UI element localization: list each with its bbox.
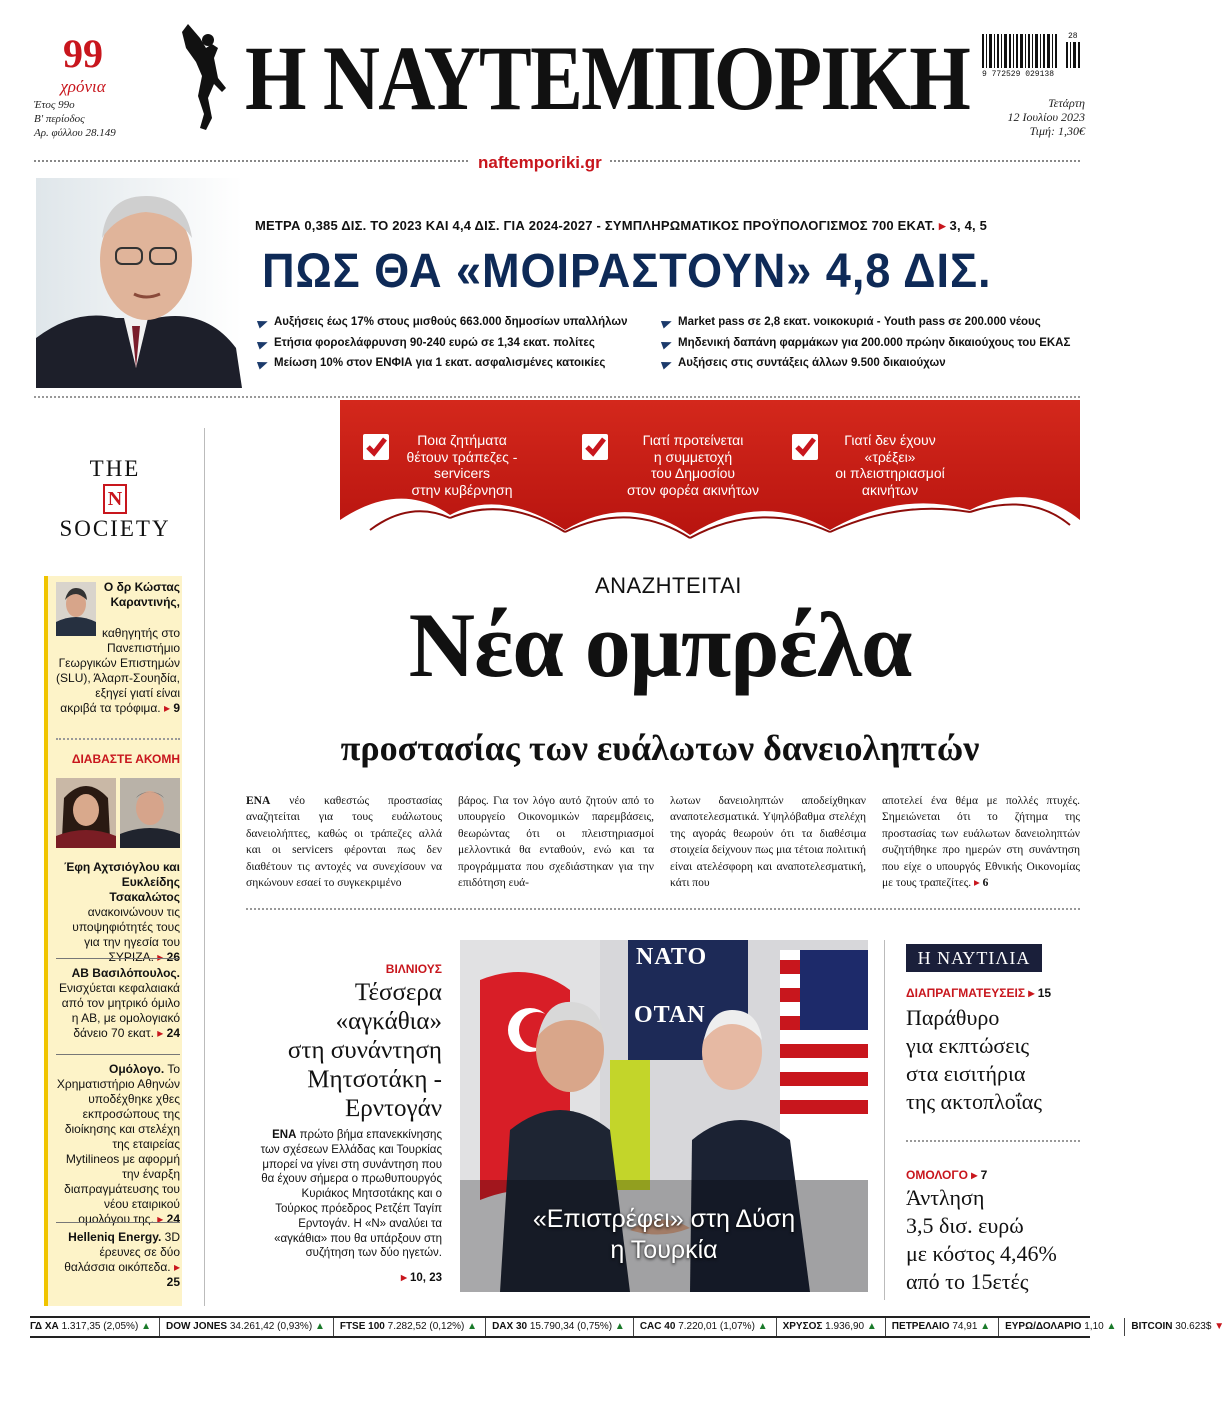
page-arrow-icon: ▸ bbox=[163, 701, 170, 715]
ticker-name: CAC 40 bbox=[639, 1321, 679, 1332]
item-text: Το Χρηματιστήριο Αθηνών υποδέχθηκε χθες εκπροσώπους της διοίκησης και στελέχη της εταιρείας Mytilineos με αφορμή την έναρξη διαπραγμάτευσης του νέου εταιρικού ομολόγου της. bbox=[56, 1062, 180, 1226]
box-line: η συμμετοχή bbox=[653, 448, 733, 465]
vilnius-kicker: ΒΙΛΝΙΟΥΣ bbox=[385, 962, 442, 976]
ticker-name: FTSE 100 bbox=[339, 1321, 388, 1332]
ticker-item[interactable] bbox=[885, 1318, 990, 1336]
headline-line: Ερντογάν bbox=[344, 1095, 442, 1122]
article-column-2 bbox=[458, 793, 654, 891]
society-title-bottom: SOCIETY bbox=[59, 516, 171, 541]
list-item: Αυξήσεις έως 17% στους μισθούς 663.000 δημοσίων υπαλλήλων bbox=[256, 312, 656, 333]
ticker-name: DOW JONES bbox=[165, 1321, 230, 1332]
years-label: χρόνια bbox=[60, 77, 106, 96]
headline-line: στα εισιτήρια bbox=[906, 1061, 1026, 1086]
sidebar-divider bbox=[56, 738, 180, 742]
bond-headline[interactable] bbox=[906, 1184, 1082, 1296]
photo-caption bbox=[460, 1204, 868, 1266]
arrow-up-icon: ▲ bbox=[980, 1321, 991, 1332]
page-ref[interactable]: 24 bbox=[166, 1212, 180, 1226]
page-arrow-icon: ▸ bbox=[157, 1212, 164, 1226]
headline-line: Τέσσερα bbox=[354, 979, 442, 1006]
ticker-name: BITCOIN bbox=[1131, 1321, 1176, 1332]
ticker-value: 7.220,01 (1,07%) bbox=[678, 1321, 758, 1332]
article-column-4 bbox=[882, 793, 1080, 891]
headline-line: της ακτοπλοΐας bbox=[906, 1089, 1042, 1114]
box-line: ακινήτων bbox=[861, 481, 919, 498]
ticker-item[interactable] bbox=[30, 1318, 151, 1336]
arrow-up-icon: ▲ bbox=[757, 1321, 768, 1332]
ticker-item[interactable] bbox=[159, 1318, 325, 1336]
column-text: λωτων δανειοληπτών αποδείχθηκαν αναποτελεσματικά. Υψηλόβαθμα στελέχη της αγοράς θεωρούν ότι τα διαθέσιμα στοιχεία δείχνουν πως μια τέτοια πολιτική είναι ατελέσφορη και αναποτελεσματική, κάτι που bbox=[670, 795, 866, 890]
page-arrow-icon: ▸ bbox=[938, 218, 950, 233]
page-ref[interactable]: 10, 23 bbox=[410, 1272, 442, 1284]
page-ref[interactable]: 6 bbox=[982, 877, 989, 890]
page-arrow-icon: ▸ bbox=[401, 1272, 407, 1284]
checkbox-icon bbox=[792, 434, 818, 460]
sidebar-accent bbox=[44, 576, 48, 1306]
profile-text: καθηγητής στο Πανεπιστήμιο Γεωργικών Επιστημών (SLU), Άλαρπ-Σουηδία, εξηγεί γιατί είναι ακριβά τα τρόφιμα. bbox=[56, 626, 180, 715]
vilnius-body bbox=[258, 1128, 442, 1261]
article-column-3 bbox=[670, 793, 866, 891]
kicker-text: ΔΙΑΠΡΑΓΜΑΤΕΥΣΕΙΣ bbox=[906, 986, 1026, 1000]
lead-kicker-text: ΜΕΤΡΑ 0,385 ΔΙΣ. ΤΟ 2023 ΚΑΙ 4,4 ΔΙΣ. ΓΙΑ 2024-2027 - ΣΥΜΠΛΗΡΩΜΑΤΙΚΟΣ ΠΡΟΫΠΟΛΟΓΙΣΜΟΣ 700 ΕΚΑΤ. bbox=[255, 218, 936, 233]
ticker-item[interactable] bbox=[633, 1318, 768, 1336]
society-letter: N bbox=[103, 484, 127, 514]
sidebar-item bbox=[56, 966, 180, 1041]
section-divider bbox=[906, 1140, 1080, 1144]
ticker-name: ΠΕΤΡΕΛΑΙΟ bbox=[891, 1321, 953, 1332]
checkbox-icon bbox=[582, 434, 608, 460]
profile-name-text[interactable]: Ο δρ Κώστας Καραντινής, bbox=[103, 580, 180, 609]
page-ref[interactable]: 24 bbox=[166, 1026, 180, 1040]
portrait-photo bbox=[36, 178, 242, 388]
box-line: Γιατί δεν έχουν bbox=[844, 432, 936, 448]
anniversary-badge bbox=[48, 30, 118, 97]
lead-bullets-right bbox=[660, 312, 1080, 374]
vilnius-pages bbox=[258, 1270, 442, 1284]
ticker-value: 34.261,42 (0,93%) bbox=[229, 1321, 315, 1332]
ticker-value: 15.790,34 (0,75%) bbox=[529, 1321, 615, 1332]
lead-bullets-left bbox=[256, 312, 656, 374]
list-item: Αυξήσεις στις συντάξεις άλλων 9.500 δικαιούχων bbox=[660, 353, 1080, 374]
sidebar-item bbox=[56, 1230, 180, 1290]
bond-kicker bbox=[906, 1168, 987, 1182]
photo-sign-top: NATO bbox=[636, 944, 708, 970]
headline-line: από το 15ετές bbox=[906, 1269, 1029, 1294]
lead-kicker bbox=[255, 218, 987, 234]
vilnius-headline[interactable] bbox=[246, 978, 442, 1123]
item-bold[interactable]: Έφη Αχτσιόγλου και Ευκλείδης Τσακαλώτος bbox=[64, 860, 180, 904]
headline-line: στη συνάντηση bbox=[287, 1037, 442, 1064]
item-text: ανακοινώνουν τις υποψηφιότητές τους για την ηγεσία του ΣΥΡΙΖΑ. bbox=[72, 905, 180, 964]
lead-word: ΕΝΑ bbox=[272, 1129, 297, 1141]
ticker-value: 30.623$ bbox=[1175, 1321, 1215, 1332]
box-line: «τρέξει» bbox=[864, 448, 916, 465]
item-text: 3D έρευνες σε δύο θαλάσσια οικόπεδα. bbox=[64, 1230, 180, 1274]
lead-kicker-pages[interactable]: 3, 4, 5 bbox=[949, 218, 988, 233]
ticker-item[interactable] bbox=[485, 1318, 625, 1336]
ticker-item[interactable] bbox=[333, 1318, 477, 1336]
profile-name bbox=[96, 580, 180, 610]
issue-day: Τετάρτη bbox=[1048, 96, 1085, 110]
arrow-up-icon: ▲ bbox=[141, 1321, 151, 1332]
arrow-up-icon: ▲ bbox=[1106, 1321, 1117, 1332]
photo-sign-bottom: OTAN bbox=[634, 1002, 706, 1028]
lead-headline[interactable]: ΠΩΣ ΘΑ «ΜΟΙΡΑΣΤΟΥΝ» 4,8 ΔΙΣ. bbox=[262, 245, 992, 298]
read-more-label: ΔΙΑΒΑΣΤΕ ΑΚΟΜΗ bbox=[71, 752, 180, 766]
arrow-up-icon: ▲ bbox=[614, 1321, 625, 1332]
headline-line: «αγκάθια» bbox=[335, 1008, 442, 1035]
issue-date: 12 Ιουλίου 2023 bbox=[1007, 110, 1085, 124]
list-item: Μηδενική δαπάνη φαρμάκων για 200.000 πρώην δικαιούχους του ΕΚΑΣ bbox=[660, 333, 1080, 354]
arrow-down-icon: ▼ bbox=[1214, 1321, 1224, 1332]
umbrella-box-3 bbox=[820, 432, 960, 498]
headline-line: με κόστος 4,46% bbox=[906, 1241, 1057, 1266]
person-photo bbox=[120, 778, 180, 848]
headline-line: Παράθυρο bbox=[906, 1005, 1000, 1030]
page-ref[interactable]: 7 bbox=[980, 1168, 988, 1182]
item-bold[interactable]: Ομόλογο. bbox=[108, 1062, 165, 1076]
box-line: Γιατί προτείνεται bbox=[642, 432, 744, 448]
section-divider bbox=[34, 396, 1080, 398]
sidebar-divider bbox=[56, 1054, 180, 1055]
headline-line: για εκπτώσεις bbox=[906, 1033, 1030, 1058]
box-line: θέτουν τράπεζες - bbox=[406, 448, 518, 465]
headline-line: 3,5 δισ. ευρώ bbox=[906, 1213, 1024, 1238]
naftilia-badge[interactable]: Η ΝΑΥΤΙΛΙΑ bbox=[906, 944, 1042, 972]
column-text: αποτελεί ένα θέμα με πολλές πτυχές. Σημειώνεται ότι το ζήτημα της προστασίας των ευάλωτων δανειοληπτών συζητήθηκε προ ημερών στη συνάντηση που είχε ο υπουργός Εθνικής Οικονομίας με τους τραπεζίτες. bbox=[882, 795, 1080, 890]
sidebar-item bbox=[56, 860, 180, 965]
box-line: οι πλειστηριασμοί bbox=[835, 465, 945, 481]
headline-line: Μητσοτάκη - bbox=[307, 1066, 442, 1093]
years-number: 99 bbox=[63, 31, 103, 76]
main-kicker: ΑΝΑΖΗΤΕΙΤΑΙ bbox=[595, 573, 742, 598]
ticker-value: 1.936,90 bbox=[825, 1321, 867, 1332]
page-arrow-icon: ▸ bbox=[173, 1260, 180, 1274]
newspaper-logo[interactable]: Η ΝΑΥΤΕΜΠΟΡΙΚΗ bbox=[245, 27, 970, 129]
ticker-value: 1.317,35 (2,05%) bbox=[61, 1321, 142, 1332]
box-line: του Δημοσίου bbox=[650, 465, 736, 481]
column-divider bbox=[204, 428, 205, 1306]
page-ref[interactable]: 26 bbox=[166, 950, 180, 964]
society-logo bbox=[40, 456, 190, 542]
profile-blurb bbox=[56, 626, 180, 716]
ticker-value: 7.282,52 (0,12%) bbox=[387, 1321, 468, 1332]
issue-period: Β' περίοδος bbox=[34, 113, 85, 125]
ticker-value: 1,10 bbox=[1084, 1321, 1107, 1332]
page-arrow-icon: ▸ bbox=[974, 877, 980, 890]
lead-word: ΕΝΑ bbox=[246, 795, 271, 807]
sidebar-divider bbox=[56, 1222, 180, 1223]
website-link[interactable]: naftemporiki.gr bbox=[470, 153, 610, 173]
arrow-up-icon: ▲ bbox=[866, 1321, 877, 1332]
main-headline[interactable]: Νέα ομπρέλα bbox=[408, 594, 912, 696]
naftilia-headline[interactable] bbox=[906, 1004, 1082, 1116]
section-divider bbox=[246, 908, 1080, 910]
box-line: Ποια ζητήματα bbox=[417, 432, 507, 448]
ticker-name: DAX 30 bbox=[492, 1321, 530, 1332]
ticker-name: ΧΡΥΣΟΣ bbox=[782, 1321, 826, 1332]
checkbox-icon bbox=[363, 434, 389, 460]
date-price-info bbox=[1007, 96, 1085, 138]
barcode-number: 9 772529 029138 bbox=[982, 70, 1055, 79]
person-photo bbox=[56, 778, 116, 848]
umbrella-box-1 bbox=[392, 432, 532, 498]
issue-year: Έτος 99ο bbox=[34, 99, 75, 111]
page-ref[interactable]: 15 bbox=[1037, 986, 1052, 1000]
ticker-item[interactable] bbox=[776, 1318, 877, 1336]
ticker-name: ΓΔ ΧΑ bbox=[30, 1321, 62, 1332]
hermes-logo-icon bbox=[178, 18, 238, 138]
ticker-value: 74,91 bbox=[952, 1321, 981, 1332]
caption-line: η Τουρκία bbox=[610, 1236, 718, 1264]
item-bold[interactable]: ΑΒ Βασιλόπουλος. bbox=[71, 966, 180, 980]
column-divider bbox=[884, 940, 885, 1300]
market-ticker bbox=[30, 1316, 1224, 1338]
main-subheadline: προστασίας των ευάλωτων δανειοληπτών bbox=[340, 728, 980, 768]
issue-info bbox=[34, 98, 116, 140]
column-text: βάρος. Για τον λόγο αυτό ζητούν από το υπουργείο Οικονομικών παρεμβάσεις, θεωρώντας ότι οι πλειστηριασμοί μελλοντικά θα ενταθούν, ενώ και τα προγράμματα που σχεδιάστηκαν για την επιδότηση ευά- bbox=[458, 795, 654, 890]
society-title-top: THE bbox=[89, 456, 141, 481]
headline-line: Άντληση bbox=[906, 1185, 985, 1210]
list-item: Ετήσια φοροελάφρυνση 90-240 ευρώ σε 1,34 εκατ. πολίτες bbox=[256, 333, 656, 354]
caption-line: «Επιστρέφει» στη Δύση bbox=[532, 1205, 796, 1233]
list-item: Market pass σε 2,8 εκατ. νοικοκυριά - Youth pass σε 200.000 νέους bbox=[660, 312, 1080, 333]
page-arrow-icon: ▸ bbox=[157, 1026, 164, 1040]
arrow-up-icon: ▲ bbox=[467, 1321, 478, 1332]
article-column-1 bbox=[246, 793, 442, 891]
issue-code: 28 bbox=[1068, 32, 1078, 41]
page-arrow-icon: ▸ bbox=[157, 950, 164, 964]
list-item: Μείωση 10% στον ΕΝΦΙΑ για 1 εκατ. ασφαλισμένες κατοικίες bbox=[256, 353, 656, 374]
umbrella-box-2 bbox=[608, 432, 778, 498]
box-line: servicers bbox=[433, 465, 490, 481]
arrow-up-icon: ▲ bbox=[314, 1321, 325, 1332]
column-text: νέο καθεστώς προστασίας αναζητείται για τους ευάλωτους δανειολήπτες, καθώς οι τράπεζες αλλά και οι servicers φέρονται πως δεν διαθέτουν τις αντοχές να συνεχίσουν να σηκώνουν εσαεί το συγκεκριμένο bbox=[246, 795, 443, 890]
body-text: πρώτο βήμα επανεκκίνησης των σχέσεων Ελλάδας και Τουρκίας μπορεί να γίνει στη συνάντηση που θα έχουν σήμερα ο πρωθυπουργός Κυριάκος Μητσοτάκης και ο Τούρκος πρόεδρος Ρετζέπ Ταγίπ Ερντογάν. Η «Ν» αναλύει τα «αγκάθια» που θα υπάρξουν στη συζήτηση των δύο ηγετών. bbox=[260, 1129, 442, 1260]
issue-number: Αρ. φύλλου 28.149 bbox=[34, 127, 116, 139]
box-line: στην κυβέρνηση bbox=[411, 481, 513, 498]
ticker-item[interactable] bbox=[1124, 1318, 1224, 1336]
ticker-name: ΕΥΡΩ/ΔΟΛΑΡΙΟ bbox=[1005, 1321, 1085, 1332]
page-arrow-icon: ▸ bbox=[1028, 986, 1035, 1000]
page-ref[interactable]: 9 bbox=[173, 701, 180, 715]
issue-price: Τιμή: 1,30€ bbox=[1029, 124, 1085, 138]
naftilia-kicker bbox=[906, 986, 1051, 1000]
item-bold[interactable]: Helleniq Energy. bbox=[68, 1230, 162, 1244]
box-line: στον φορέα ακινήτων bbox=[627, 481, 759, 498]
ticker-item[interactable] bbox=[998, 1318, 1116, 1336]
sidebar-item bbox=[56, 1062, 180, 1227]
page-ref[interactable]: 25 bbox=[166, 1275, 180, 1289]
kicker-text: ΟΜΟΛΟΓΟ bbox=[906, 1168, 968, 1182]
item-text: Ενισχύεται κεφαλαιακά από τον μητρικό όμιλο η ΑΒ, με ομολογιακό δάνειο 70 εκατ. bbox=[58, 981, 180, 1040]
page-arrow-icon: ▸ bbox=[971, 1168, 978, 1182]
sidebar-divider bbox=[56, 958, 180, 959]
